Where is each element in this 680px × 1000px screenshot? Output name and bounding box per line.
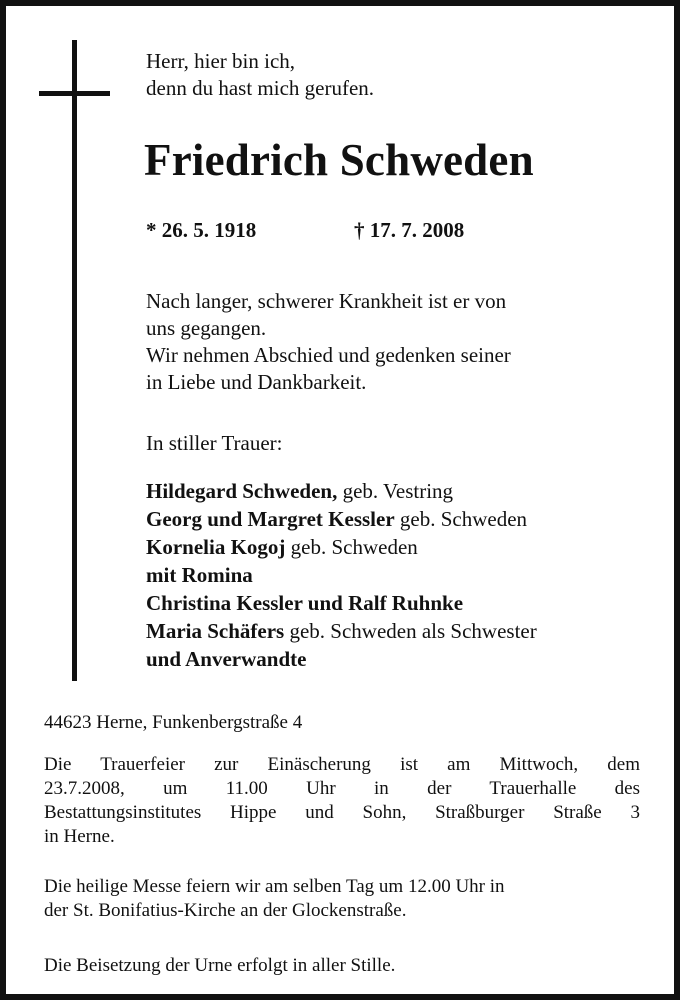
- mourner-note: geb. Schweden als Schwester: [284, 619, 537, 643]
- ceremony-line: in Herne.: [44, 826, 115, 847]
- mass-line: Die heilige Messe feiern wir am selben Tag um 12.00 Uhr in: [44, 876, 505, 897]
- mourner-entry: [146, 561, 537, 589]
- deceased-name: Friedrich Schweden: [144, 135, 534, 185]
- verse-line: denn du hast mich gerufen.: [146, 76, 375, 100]
- mourner-entry: [146, 589, 537, 617]
- ceremony-line: Die Trauerfeier zur Einäscherung ist am Mittwoch, dem: [44, 754, 640, 775]
- mourner-entry: [146, 477, 537, 505]
- mourner-name: mit Romina: [146, 563, 253, 587]
- cross-horizontal-bar: [39, 91, 110, 96]
- ceremony-line: 23.7.2008, um 11.00 Uhr in der Trauerhalle des: [44, 778, 640, 799]
- burial-info: Die Beisetzung der Urne erfolgt in aller Stille.: [44, 955, 396, 976]
- message-line: Wir nehmen Abschied und gedenken seiner: [146, 343, 511, 367]
- ceremony-info: [44, 753, 640, 849]
- mourner-note: geb. Schweden: [394, 507, 528, 531]
- mourner-name: Georg und Margret Kessler: [146, 507, 395, 531]
- mourner-entry: [146, 645, 537, 673]
- mass-info: [44, 875, 640, 923]
- message-line: Nach langer, schwerer Krankheit ist er von: [146, 289, 507, 313]
- mourner-entry: [146, 617, 537, 645]
- farewell-message: [146, 288, 511, 396]
- family-address: 44623 Herne, Funkenbergstraße 4: [44, 712, 303, 733]
- ceremony-line: Bestattungsinstitutes Hippe und Sohn, Straßburger Straße 3: [44, 802, 640, 823]
- mourner-name: Hildegard Schweden,: [146, 479, 338, 503]
- bible-verse: [146, 48, 374, 102]
- message-line: uns gegangen.: [146, 316, 267, 340]
- cross-vertical-bar: [72, 40, 77, 681]
- mourner-note: geb. Schweden: [285, 535, 418, 559]
- mourners-list: [146, 477, 537, 673]
- mourner-name: Kornelia Kogoj: [146, 535, 286, 559]
- mourner-name: und Anverwandte: [146, 647, 307, 671]
- birth-date: * 26. 5. 1918: [146, 218, 257, 242]
- mourner-entry: [146, 505, 537, 533]
- mourner-name: Maria Schäfers: [146, 619, 285, 643]
- mourning-intro: In stiller Trauer:: [146, 431, 283, 455]
- message-line: in Liebe und Dankbarkeit.: [146, 370, 367, 394]
- mourner-entry: [146, 533, 537, 561]
- mass-line: der St. Bonifatius-Kirche an der Glockenstraße.: [44, 900, 407, 921]
- mourner-name: Christina Kessler und Ralf Ruhnke: [146, 591, 464, 615]
- death-date: † 17. 7. 2008: [354, 218, 465, 242]
- life-dates: [146, 217, 465, 244]
- verse-line: Herr, hier bin ich,: [146, 49, 296, 73]
- mourner-note: geb. Vestring: [337, 479, 454, 503]
